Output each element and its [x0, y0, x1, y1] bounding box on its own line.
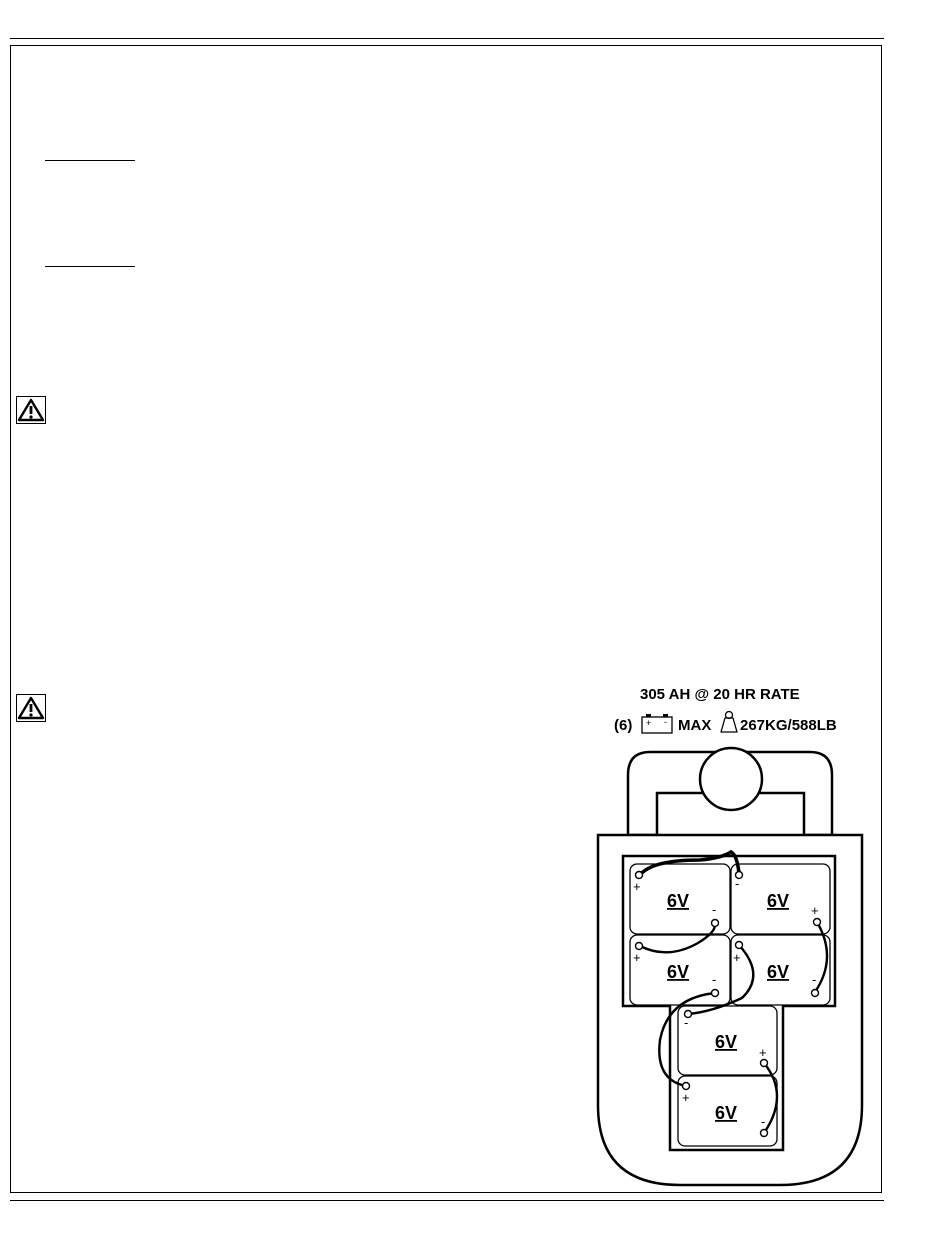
battery-2-voltage: 6V	[767, 891, 790, 911]
terminal	[712, 920, 719, 927]
terminal	[814, 919, 821, 926]
warning-triangle-icon	[16, 694, 46, 722]
battery-5-voltage: 6V	[715, 1032, 738, 1052]
terminal	[736, 942, 743, 949]
polarity-label: +	[633, 950, 641, 965]
terminal	[683, 1083, 690, 1090]
battery-1-voltage: 6V	[667, 891, 690, 911]
polarity-label: -	[712, 902, 717, 917]
weight-icon	[719, 710, 739, 734]
polarity-label: -	[712, 972, 717, 987]
battery-6-voltage: 6V	[715, 1103, 738, 1123]
battery-4-voltage: 6V	[767, 962, 790, 982]
terminal	[761, 1060, 768, 1067]
terminal	[636, 872, 643, 879]
polarity-label: -	[812, 972, 817, 987]
battery-wiring-diagram	[560, 740, 880, 1190]
top-rule	[10, 38, 884, 39]
steering-column	[700, 748, 762, 810]
polarity-label: +	[811, 903, 819, 918]
polarity-label: -	[735, 876, 740, 891]
polarity-label: +	[733, 950, 741, 965]
polarity-label: -	[761, 1114, 766, 1129]
terminal	[761, 1130, 768, 1137]
underline-1	[45, 160, 135, 161]
polarity-label: +	[682, 1090, 690, 1105]
max-label: MAX	[678, 717, 712, 734]
terminal	[812, 990, 819, 997]
polarity-label: +	[759, 1045, 767, 1060]
polarity-label: -	[684, 1015, 689, 1030]
svg-text:+: +	[646, 718, 652, 728]
battery-3-voltage: 6V	[667, 962, 690, 982]
underline-2	[45, 266, 135, 267]
svg-text:-: -	[664, 717, 667, 727]
warning-triangle-icon	[16, 396, 46, 424]
terminal	[636, 943, 643, 950]
capacity-rating: 305 AH @ 20 HR RATE	[640, 686, 800, 703]
polarity-label: +	[633, 879, 641, 894]
battery-count: (6)	[614, 717, 633, 734]
terminal	[712, 990, 719, 997]
max-weight: 267KG/588LB	[740, 717, 837, 734]
bottom-rule	[10, 1200, 884, 1201]
battery-icon	[641, 712, 673, 734]
